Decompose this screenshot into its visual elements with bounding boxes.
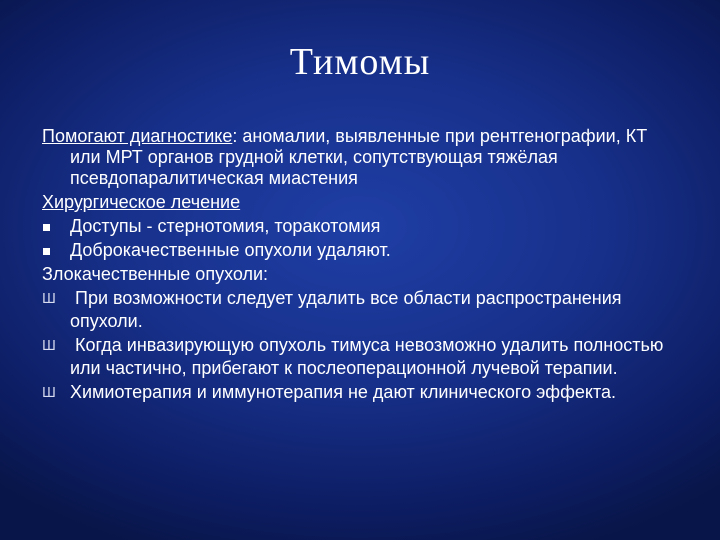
- surgery-bullet-text: Доступы - стернотомия, торакотомия: [70, 216, 381, 236]
- surgery-bullet: [42, 216, 682, 237]
- malignant-bullet-text: При возможности следует удалить все области распространения опухоли.: [70, 288, 622, 331]
- malignant-bullet: [42, 335, 682, 379]
- malignant-heading: [42, 264, 682, 285]
- malignant-heading-text: Злокачественные опухоли:: [42, 264, 269, 284]
- malignant-bullet-text: Химиотерапия и иммунотерапия не дают клинического эффекта.: [70, 382, 617, 402]
- malignant-bullet: [42, 382, 682, 405]
- slide-body: [42, 126, 682, 408]
- intro-label: Помогают диагностике: [42, 126, 233, 146]
- surgery-heading: [42, 192, 682, 213]
- square-bullet-icon: [42, 216, 70, 237]
- surgery-bullet-text: Доброкачественные опухоли удаляют.: [70, 240, 391, 260]
- surgery-heading-text: Хирургическое лечение: [42, 192, 241, 212]
- malignant-bullet: [42, 288, 682, 332]
- square-bullet-icon: [42, 240, 70, 261]
- malignant-bullet-text: Когда инвазирующую опухоль тимуса невозможно удалить полностью или частично, прибегают к послеоперационной лучевой терапии.: [70, 335, 664, 378]
- intro-text: : аномалии, выявленные при рентгенографии, КТ или МРТ органов грудной клетки, сопутствующая тяжёлая псевдопаралитическая миастения: [70, 126, 648, 188]
- arrow-bullet-icon: Ш: [42, 339, 56, 354]
- arrow-bullet-icon: Ш: [42, 292, 56, 307]
- intro-paragraph: [42, 126, 682, 189]
- arrow-bullet-icon: Ш: [42, 386, 56, 401]
- slide-title: Тимомы: [289, 41, 431, 83]
- surgery-bullet: [42, 240, 682, 261]
